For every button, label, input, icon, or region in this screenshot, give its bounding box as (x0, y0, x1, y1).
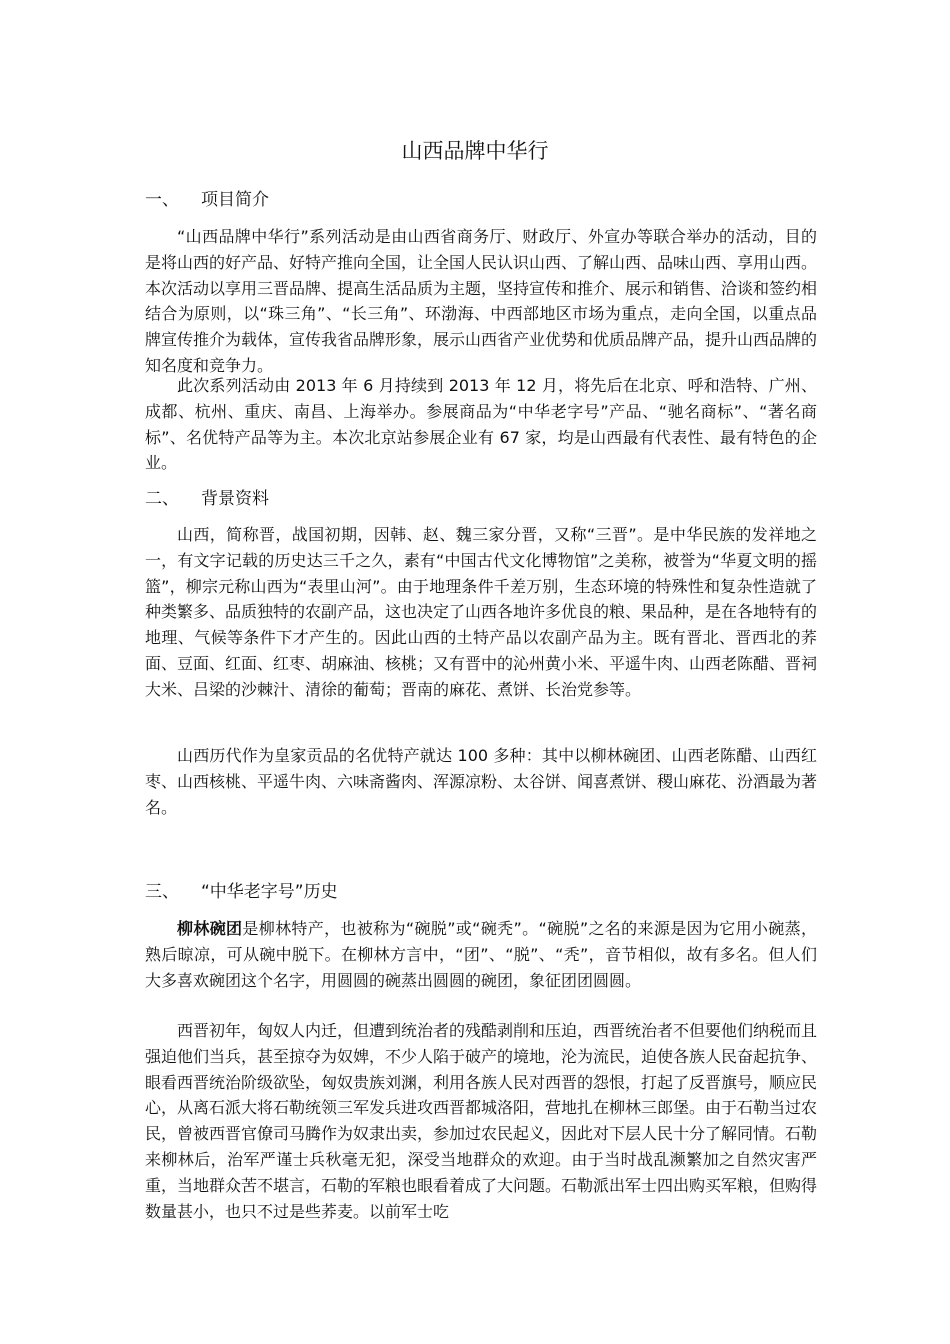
paragraph: 山西，简称晋，战国初期，因韩、赵、魏三家分晋，又称“三晋”。是中华民族的发祥地之一，有文字记载的历史达三千之久，素有“中国古代文化博物馆”之美称，被誉为“华夏文明的摇篮”，柳宗元称山西为“表里山河”。由于地理条件千差万别，生态环境的特殊性和复杂性造就了种类繁多、品质独特的农副产品，这也决定了山西各地许多优良的粮、果品种，是在各地特有的地理、气候等条件下才产生的。因此山西的土特产品以农副产品为主。既有晋北、晋西北的荞面、豆面、红面、红枣、胡麻油、核桃；又有晋中的沁州黄小米、平遥牛肉、山西老陈醋、晋祠大米、吕梁的沙棘汁、清徐的葡萄；晋南的麻花、煮饼、长治党参等。 (145, 525, 818, 699)
paragraph-text: 是柳林特产，也被称为“碗脱”或“碗秃”。“碗脱”之名的来源是因为它用小碗蒸，熟后晾凉，可从碗中脱下。在柳林方言中，“团”、“脱”、“秃”，音节相似，故有多名。但人们大多喜欢碗团这个名字，用圆圆的碗蒸出圆圆的碗团，象征团团圆圆。 (145, 919, 817, 990)
section-number: 三、 (145, 882, 179, 902)
paragraph: 山西历代作为皇家贡品的名优特产就达 100 多种：其中以柳林碗团、山西老陈醋、山西红枣、山西核桃、平遥牛肉、六味斋酱肉、浑源凉粉、太谷饼、闻喜煮饼、稷山麻花、汾酒最为著名。 (145, 746, 818, 817)
paragraph: 此次系列活动由 2013 年 6 月持续到 2013 年 12 月，将先后在北京、呼和浩特、广州、成都、杭州、重庆、南昌、上海举办。参展商品为“中华老字号”产品、“驰名商标”、“著名商标”、名优特产品等为主。本次北京站参展企业有 67 家，均是山西最有代表性、最有特色的企业。 (145, 376, 817, 473)
paragraph: 西晋初年，匈奴人内迁，但遭到统治者的残酷剥削和压迫，西晋统治者不但要他们纳税而且强迫他们当兵，甚至掠夺为奴婢，不少人陷于破产的境地，沦为流民，迫使各族人民奋起抗争、眼看西晋统治阶级欲坠，匈奴贵族刘渊，利用各族人民对西晋的怨恨，打起了反晋旗号，顺应民心，从离石派大将石勒统领三军发兵进攻西晋都城洛阳，营地扎在柳林三郎堡。由于石勒当过农民，曾被西晋官僚司马腾作为奴隶出卖，参加过农民起义，因此对下层人民十分了解同情。石勒来柳林后，治军严谨士兵秋毫无犯，深受当地群众的欢迎。由于当时战乱濒繁加之自然灾害严重，当地群众苦不堪言，石勒的军粮也眼看着成了大问题。石勒派出军士四出购买军粮，但购得数量甚小，也只不过是些荞麦。以前军士吃 (145, 1021, 818, 1221)
paragraph (145, 916, 817, 993)
section-number: 二、 (145, 489, 179, 509)
section-heading-1 (145, 187, 269, 213)
section-heading-2 (145, 486, 269, 512)
section-title: 项目简介 (201, 190, 269, 210)
section-title: “中华老字号”历史 (201, 882, 338, 902)
document-title: 山西品牌中华行 (401, 139, 549, 163)
section-title: 背景资料 (201, 489, 269, 509)
paragraph: “山西品牌中华行”系列活动是由山西省商务厅、财政厅、外宣办等联合举办的活动，目的是将山西的好产品、好特产推向全国，让全国人民认识山西、了解山西、品味山西、享用山西。本次活动以享用三晋品牌、提高生活品质为主题，坚持宣传和推介、展示和销售、洽谈和签约相结合为原则，以“珠三角”、“长三角”、环渤海、中西部地区市场为重点，走向全国，以重点品牌宣传推介为载体，宣传我省品牌形象，展示山西省产业优势和优质品牌产品，提升山西品牌的知名度和竞争力。 (145, 227, 818, 375)
section-number: 一、 (145, 190, 179, 210)
bold-lead-term: 柳林碗团 (177, 919, 243, 938)
section-heading-3 (145, 879, 338, 905)
